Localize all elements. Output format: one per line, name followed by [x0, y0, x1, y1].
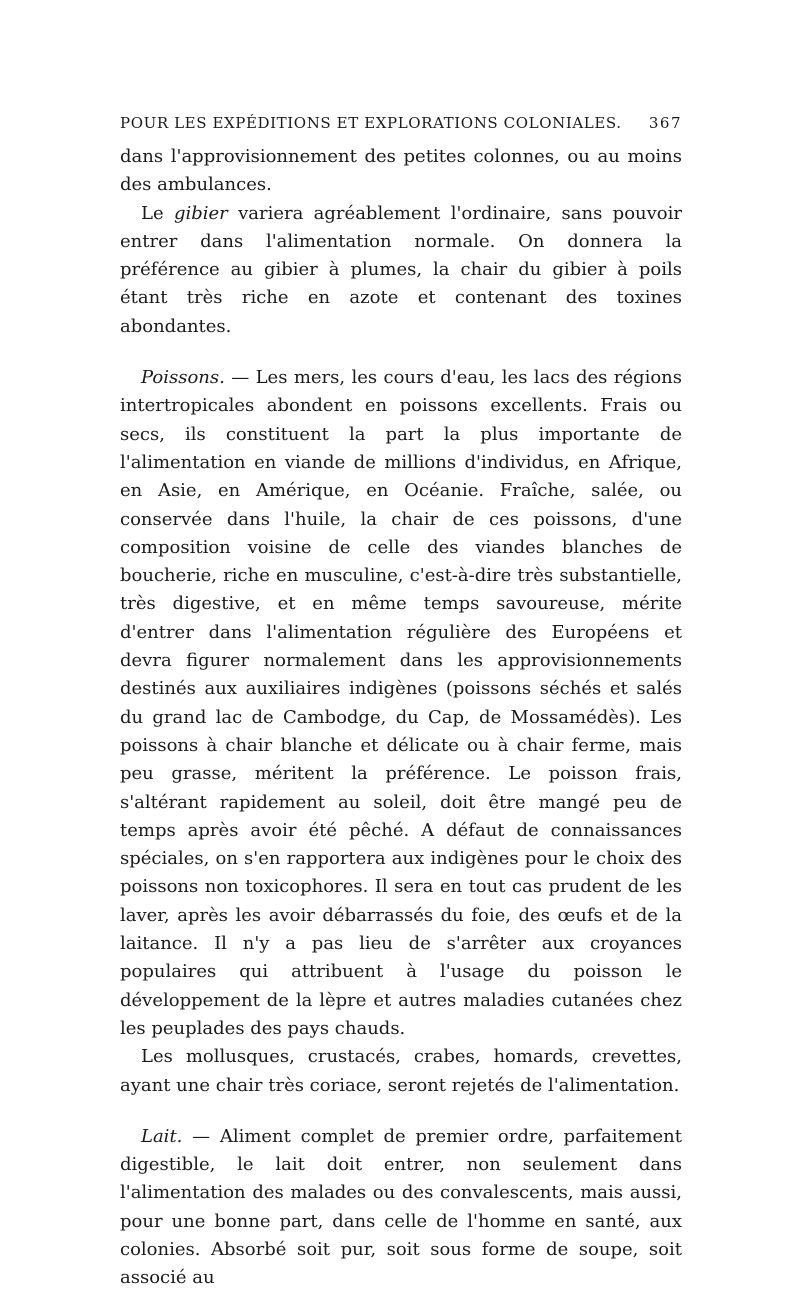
section-heading-poissons: Poissons. [141, 367, 225, 389]
paragraph-poissons [120, 364, 682, 1043]
paragraph-lait [120, 1123, 682, 1293]
running-title: POUR LES EXPÉDITIONS ET EXPLORATIONS COLONIALES. [120, 114, 622, 132]
paragraph-lead: Le [141, 202, 174, 224]
paragraph-mollusques [120, 1043, 682, 1100]
paragraph-text: variera agréablement l'ordinaire, sans pouvoir entrer dans l'alimentation normale. On donnera la préférence au gibier à plumes, la chair du gibier à poils étant très riche en azote et contenant des toxines abondantes. [120, 202, 682, 337]
paragraph-text: Les mollusques, crustacés, crabes, homards, crevettes, ayant une chair très coriace, seront rejetés de l'alimentation. [120, 1046, 682, 1096]
section-heading-lait: Lait. [141, 1125, 183, 1147]
paragraph-text: dans l'approvisionnement des petites colonnes, ou au moins des ambulances. [120, 146, 682, 196]
paragraph-text: — Les mers, les cours d'eau, les lacs des régions intertropicales abondent en poissons excellents. Frais ou secs, ils constituent la part la plus importante de l'alimentation en viande de millions d'individus, en Afrique, en Asie, en Amérique, en Océanie. Fraîche, salée, ou conservée dans l'huile, la chair de ces poissons, d'une composition voisine de celle des viandes blanches de boucherie, riche en musculine, c'est-à-dire très substantielle, très digestive, et en même temps savoureuse, mérite d'entrer dans l'alimentation régulière des Européens et devra figurer normalement dans les approvisionnements destinés aux auxiliaires indigènes (poissons séchés et salés du grand lac de Cambodge, du Cap, de Mossamédès). Les poissons à chair blanche et délicate ou à chair ferme, mais peu grasse, méritent la préférence. Le poisson frais, s'altérant rapidement au soleil, doit être mangé peu de temps après avoir été pêché. A défaut de connaissances spéciales, on s'en rapportera aux indigènes pour le choix des poissons non toxicophores. Il sera en tout cas prudent de les laver, après les avoir débarrassés du foie, des œufs et de la laitance. Il n'y a pas lieu de s'arrêter aux croyances populaires qui attribuent à l'usage du poisson le développement de la lèpre et autres maladies cutanées chez les peuplades des pays chauds. [120, 367, 682, 1039]
page-number: 367 [648, 114, 682, 132]
book-page [120, 110, 682, 1293]
paragraph-ambulances [120, 143, 682, 200]
running-header [120, 110, 682, 136]
term-gibier: gibier [173, 202, 228, 224]
paragraph-gibier [120, 200, 682, 341]
paragraph-text: — Aliment complet de premier ordre, parfaitement digestible, le lait doit entrer, non seulement dans l'alimentation des malades ou des convalescents, mais aussi, pour une bonne part, dans celle de l'homme en santé, aux colonies. Absorbé soit pur, soit sous forme de soupe, soit associé au [120, 1125, 682, 1289]
